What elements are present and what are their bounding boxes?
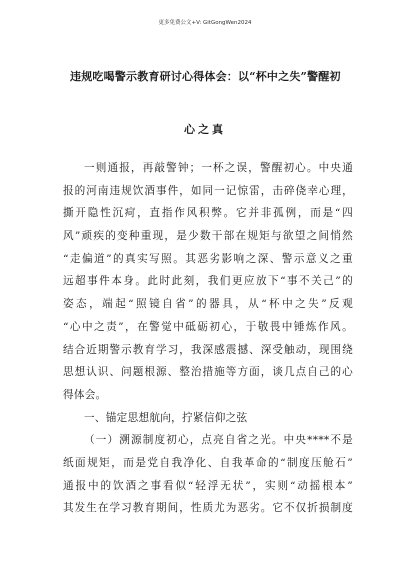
paragraph-line: 风”顽疾的变种重现，是少数干部在规矩与欲望之间悄然 (63, 230, 353, 243)
paragraph-line: 纸面规矩，而是党自我净化、自我革命的“制度压舱石” (63, 456, 353, 469)
section-heading: 一、锚定思想航向，拧紧信仰之弦 (84, 411, 248, 424)
paragraph-line: 远超事件本身。此时此刻，我们更应放下“事不关己”的 (63, 275, 353, 288)
paragraph-line: 思想认识、问题根源、整治措施等方面，谈几点自己的心 (63, 366, 353, 379)
paragraph-line: 得体会。 (63, 388, 107, 401)
paragraph-line: 一则通报，再敲警钟；一杯之误，警醒初心。中央通 (84, 162, 353, 174)
subsection-heading-line: （一）溯源制度初心，点亮自省之光。中央****不是 (84, 434, 353, 447)
watermark-text: 更多免费公文+V: GitGongWen2024 (158, 20, 252, 26)
document-title-line-1: 违规吃喝警示教育研讨心得体会：以“杯中之失”警醒初 (70, 70, 341, 83)
paragraph-line: “走偏道”的真实写照。其恶劣影响之深、警示意义之重 (63, 252, 353, 265)
paragraph-line: 报的河南违规饮酒事件，如同一记惊雷，击碎侥幸心理， (63, 184, 353, 197)
paragraph-line: 撕开隐性沉疴，直指作风积弊。它并非孤例，而是“四 (63, 207, 353, 220)
paragraph-line: “心中之责”，在警觉中砥砺初心，于敬畏中锤炼作风。 (63, 320, 353, 333)
paragraph-line: 通报中的饮酒之事看似“轻浮无状”，实则“动摇根本” (63, 479, 353, 492)
document-title-line-2: 心之真 (184, 123, 226, 136)
paragraph-line: 其发生在学习教育期间，性质尤为恶劣。它不仅折损制度 (63, 502, 353, 515)
paragraph-line: 姿态，端起“照镜自省”的器具，从“杯中之失”反观 (63, 298, 353, 311)
paragraph-line: 结合近期警示教育学习，我深感震撼、深受触动，现围绕 (63, 343, 353, 356)
document-body (63, 157, 353, 520)
